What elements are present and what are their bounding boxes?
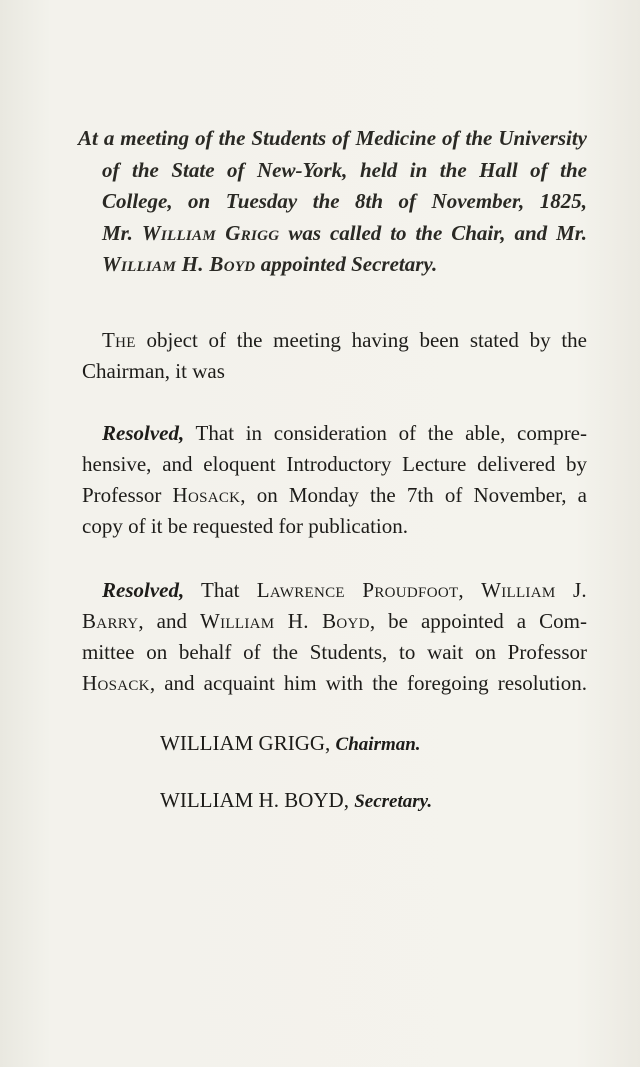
body-line: Resolved, That in consideration of the able, compre- xyxy=(102,421,587,445)
chairman-name: William Grigg xyxy=(141,220,280,245)
heading-line: College, on Tuesday the 8th of November, 1825, xyxy=(102,189,587,213)
paragraph-object xyxy=(82,325,587,387)
heading-line: of the State of New-York, held in the Hall of the xyxy=(102,157,587,182)
chairman-signature xyxy=(160,731,421,756)
body-line: Chairman, it was xyxy=(82,359,225,383)
body-line: Resolved, That Lawrence Proudfoot, William J. xyxy=(102,578,587,602)
body-line: The object of the meeting having been stated by the xyxy=(102,328,587,352)
resolution-committee xyxy=(82,575,587,699)
body-line: copy of it be requested for publication. xyxy=(82,514,408,538)
resolved-label: Resolved, xyxy=(102,421,185,445)
signature-role: Secretary. xyxy=(354,791,433,812)
body-line: Hosack, and acquaint him with the foregoing resolution. xyxy=(82,671,587,695)
secretary-signature xyxy=(160,788,432,813)
heading-line: At a meeting of the Students of Medicine of the University xyxy=(78,126,587,150)
meeting-heading xyxy=(78,123,588,281)
heading-line: William H. Boyd appointed Secretary. xyxy=(102,252,438,276)
heading-line: Mr. William Grigg was called to the Chair, and Mr. xyxy=(102,220,588,245)
secretary-name: William H. Boyd xyxy=(102,252,256,276)
body-line: Professor Hosack, on Monday the 7th of November, a xyxy=(82,483,587,507)
resolution-lecture xyxy=(82,418,587,542)
signature-name: WILLIAM GRIGG, xyxy=(160,731,331,755)
body-line: mittee on behalf of the Students, to wait on Professor xyxy=(82,640,587,664)
resolved-label: Resolved, xyxy=(102,578,185,602)
body-line: hensive, and eloquent Introductory Lecture delivered by xyxy=(82,452,587,476)
body-line: Barry, and William H. Boyd, be appointed a Com- xyxy=(82,609,587,633)
signature-role: Chairman. xyxy=(335,734,421,755)
signature-name: WILLIAM H. BOYD, xyxy=(160,788,349,812)
